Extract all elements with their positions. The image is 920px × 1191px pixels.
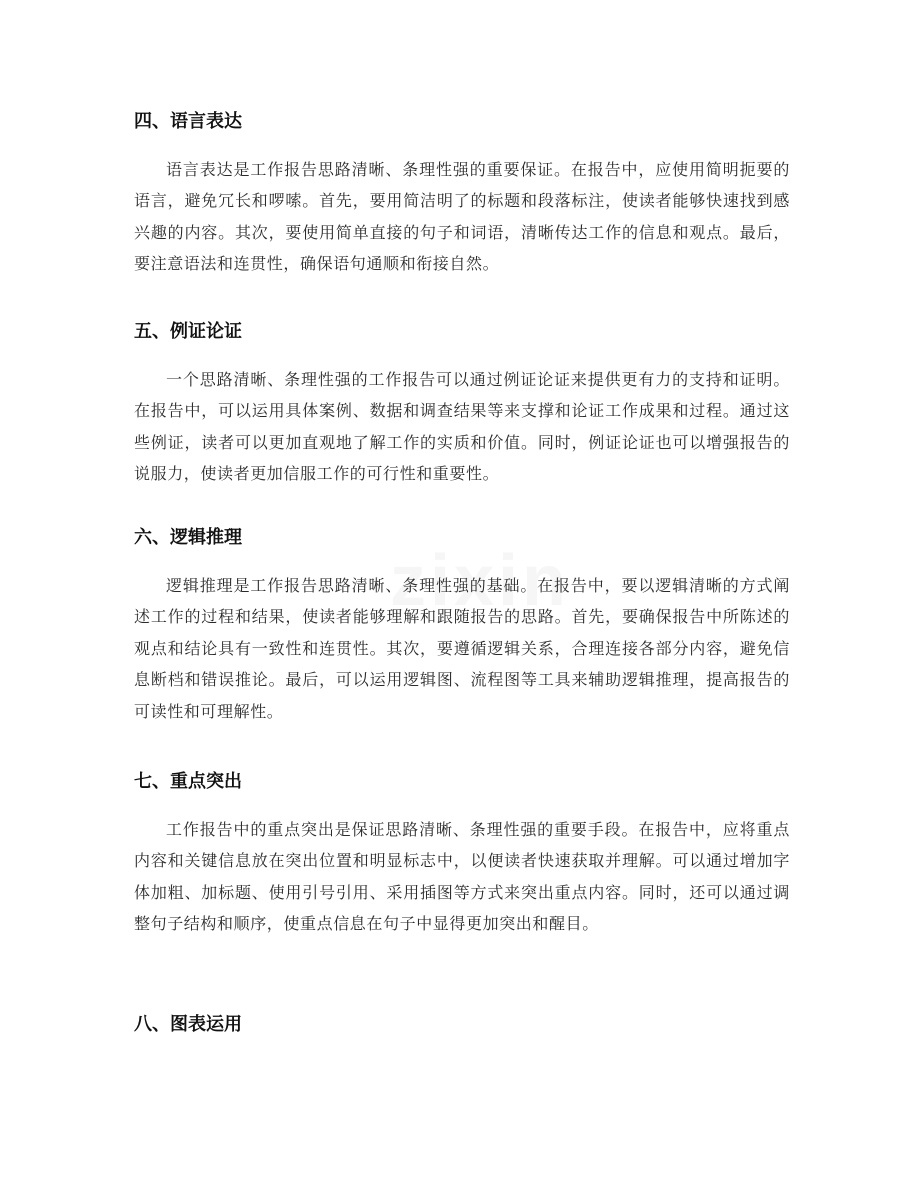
section-paragraph: 语言表达是工作报告思路清晰、条理性强的重要保证。在报告中，应使用简明扼要的语言，避免冗长和啰嗦。首先，要用简洁明了的标题和段落标注，使读者能够快速找到感兴趣的内容。其次，要使用简单直接的句子和词语，清晰传达工作的信息和观点。最后，要注意语法和连贯性，确保语句通顺和衔接自然。 [134,160,790,274]
section-heading: 六、逻辑推理 [134,527,242,548]
section-paragraph: 一个思路清晰、条理性强的工作报告可以通过例证论证来提供更有力的支持和证明。在报告中，可以运用具体案例、数据和调查结果等来支撑和论证工作成果和过程。通过这些例证，读者可以更加直观地了解工作的实质和价值。同时，例证论证也可以增强报告的说服力，使读者更加信服工作的可行性和重要性。 [134,370,790,484]
section-heading: 五、例证论证 [134,321,242,342]
section-paragraph: 工作报告中的重点突出是保证思路清晰、条理性强的重要手段。在报告中，应将重点内容和关键信息放在突出位置和明显标志中，以便读者快速获取并理解。可以通过增加字体加粗、加标题、使用引号引用、采用插图等方式来突出重点内容。同时，还可以通过调整句子结构和顺序，使重点信息在句子中显得更加突出和醒目。 [134,820,790,934]
section-chart-usage [134,1013,790,1037]
section-logical-reasoning [134,526,790,727]
section-heading: 七、重点突出 [134,771,242,792]
section-example-argument [134,320,790,490]
section-language-expression [134,110,790,280]
section-key-emphasis [134,770,790,940]
section-heading: 八、图表运用 [134,1014,242,1035]
section-heading: 四、语言表达 [134,111,242,132]
section-paragraph: 逻辑推理是工作报告思路清晰、条理性强的基础。在报告中，要以逻辑清晰的方式阐述工作的过程和结果，使读者能够理解和跟随报告的思路。首先，要确保报告中所陈述的观点和结论具有一致性和连贯性。其次，要遵循逻辑关系，合理连接各部分内容，避免信息断档和错误推论。最后，可以运用逻辑图、流程图等工具来辅助逻辑推理，提高报告的可读性和可理解性。 [134,576,790,721]
watermark: zixin [389,541,571,621]
